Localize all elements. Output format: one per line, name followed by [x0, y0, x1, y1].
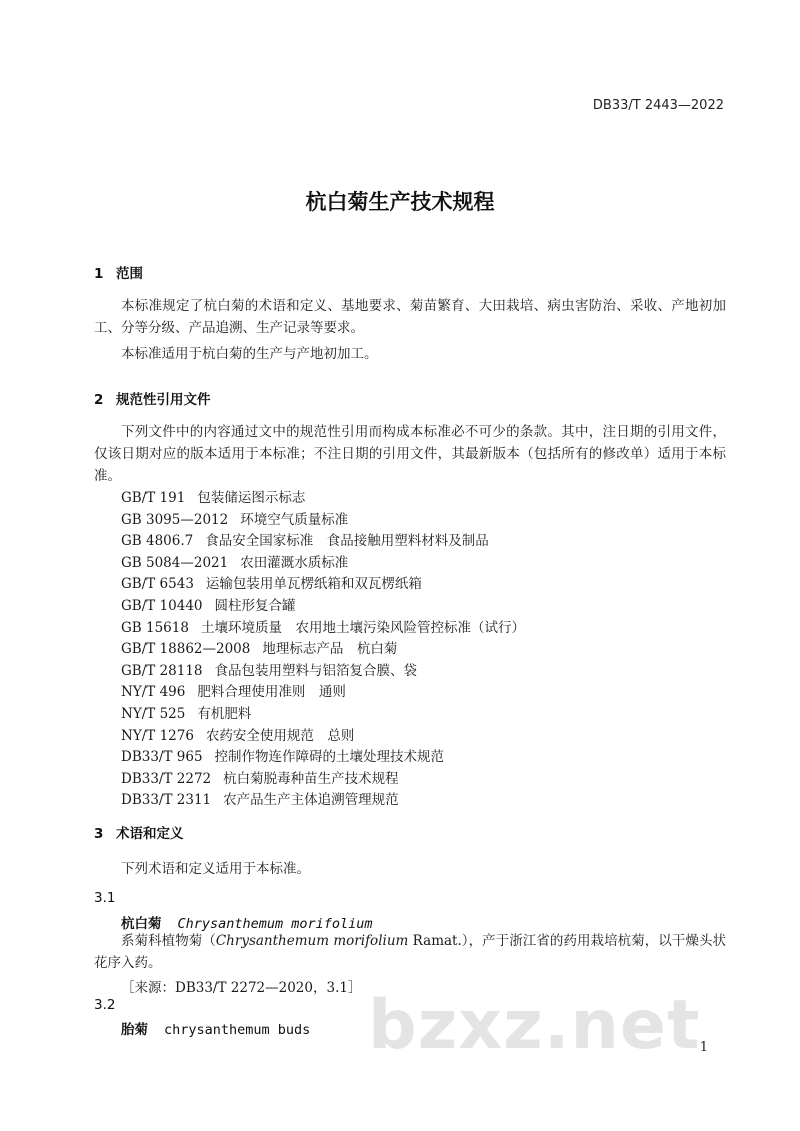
reference-item [121, 790, 525, 812]
terms-intro: 下列术语和定义适用于本标准。 [121, 861, 310, 877]
reference-title: 土壤环境质量 农用地土壤污染风险管控标准（试行） [200, 619, 525, 636]
section-3-heading [94, 822, 184, 842]
reference-code: NY/T 496 [121, 684, 186, 701]
definition-text: Ramat.），产于浙江省的药用栽培杭菊，以干燥头状花序入药。 [94, 933, 726, 971]
term-definition [94, 930, 726, 974]
reference-item [121, 682, 525, 704]
section-title: 术语和定义 [116, 826, 184, 842]
section-number: 1 [94, 266, 104, 282]
reference-code: GB/T 191 [121, 490, 186, 506]
document-code: DB33/T 2443—2022 [592, 98, 724, 113]
reference-item [121, 747, 525, 769]
reference-item [121, 510, 525, 532]
reference-code: DB33/T 2272 [121, 770, 212, 787]
reference-code: GB 3095—2012 [121, 511, 229, 528]
reference-item [121, 574, 525, 596]
reference-title: 农产品生产主体追溯管理规范 [223, 792, 399, 809]
reference-title: 地理标志产品 杭白菊 [262, 641, 398, 658]
section-number: 2 [94, 392, 104, 408]
reference-title: 包装储运图示标志 [197, 490, 306, 506]
term-source: ［来源：DB33/T 2272—2020，3.1］ [121, 980, 362, 996]
reference-code: NY/T 525 [121, 705, 186, 722]
reference-title: 肥料合理使用准则 通则 [197, 684, 346, 701]
term-english: chrysanthemum buds [164, 1022, 311, 1038]
reference-title: 农药安全使用规范 总则 [205, 727, 355, 744]
reference-list [121, 488, 525, 812]
reference-item [121, 596, 525, 618]
reference-code: GB 4806.7 [121, 533, 194, 550]
reference-code: GB/T 10440 [121, 597, 203, 614]
document-title: 杭白菊生产技术规程 [305, 190, 495, 214]
reference-title: 杭白菊脱毒种苗生产技术规程 [223, 770, 399, 787]
reference-item [121, 488, 525, 510]
reference-code: NY/T 1276 [121, 727, 194, 744]
reference-item [121, 726, 525, 748]
reference-code: DB33/T 2311 [121, 792, 212, 809]
reference-code: GB 5084—2021 [121, 554, 229, 571]
reference-item [121, 661, 525, 683]
scope-paragraph: 本标准规定了杭白菊的术语和定义、基地要求、菊苗繁育、大田栽培、病虫害防治、采收、产地初加工、分等分级、产品追溯、生产记录等要求。 [94, 298, 726, 336]
reference-title: 圆柱形复合罐 [214, 597, 296, 614]
normative-references-intro: 下列文件中的内容通过文中的规范性引用而构成本标准必不可少的条款。其中，注日期的引用文件，仅该日期对应的版本适用于本标准；不注日期的引用文件，其最新版本（包括所有的修改单）适用于本标准。 [94, 424, 726, 484]
page-number: 1 [699, 1040, 708, 1055]
term-chinese: 胎菊 [121, 1022, 148, 1038]
clause-number: 3.2 [94, 997, 116, 1013]
reference-code: DB33/T 965 [121, 749, 203, 766]
term-line [121, 912, 373, 932]
reference-code: GB/T 28118 [121, 662, 203, 679]
definition-latin-name: Chrysanthemum morifolium [215, 933, 409, 949]
reference-item [121, 553, 525, 575]
reference-code: GB/T 18862—2008 [121, 641, 251, 658]
section-title: 范围 [116, 266, 143, 282]
section-number: 3 [94, 826, 104, 842]
reference-item [121, 639, 525, 661]
reference-title: 农田灌溉水质标准 [240, 554, 349, 571]
watermark: bzxz.net [368, 986, 701, 1065]
reference-title: 运输包装用单瓦楞纸箱和双瓦楞纸箱 [205, 576, 422, 593]
section-2-heading [94, 388, 211, 408]
clause-number: 3.1 [94, 890, 116, 906]
reference-code: GB 15618 [121, 619, 189, 636]
section-title: 规范性引用文件 [116, 392, 211, 408]
scope-applicability-paragraph: 本标准适用于杭白菊的生产与产地初加工。 [121, 346, 378, 362]
reference-title: 有机肥料 [197, 705, 252, 722]
reference-item [121, 704, 525, 726]
reference-item [121, 618, 525, 640]
term-line [121, 1018, 310, 1038]
reference-title: 控制作物连作障碍的土壤处理技术规范 [214, 749, 445, 766]
reference-title: 食品包装用塑料与铝箔复合膜、袋 [214, 662, 417, 679]
term-english: Chrysanthemum morifolium [177, 916, 373, 932]
reference-code: GB/T 6543 [121, 576, 194, 593]
reference-item [121, 531, 525, 553]
term-chinese: 杭白菊 [121, 916, 162, 932]
reference-title: 环境空气质量标准 [240, 511, 349, 528]
reference-title: 食品安全国家标准 食品接触用塑料材料及制品 [205, 533, 489, 550]
definition-text: 系菊科植物菊（ [121, 933, 216, 949]
reference-item [121, 769, 525, 791]
section-1-heading [94, 262, 143, 282]
